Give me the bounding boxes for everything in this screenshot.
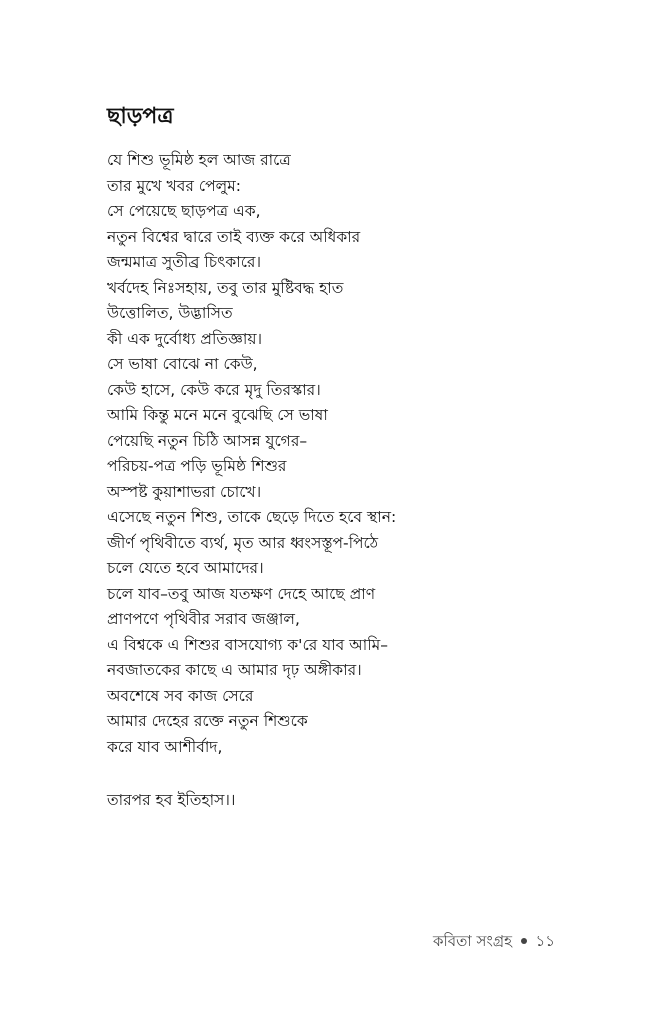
page-number: ১১	[535, 932, 555, 950]
poem-line: কী এক দুর্বোধ্য প্রতিজ্ঞায়।	[107, 329, 263, 348]
poem-line: নবজাতকের কাছে এ আমার দৃঢ় অঙ্গীকার।	[107, 661, 362, 679]
poem-line: কেউ হাসে, কেউ করে মৃদু তিরস্কার।	[107, 380, 321, 399]
poem-line: অস্পষ্ট কুয়াশাভরা চোখে।	[107, 482, 262, 501]
poem-line: নতুন বিশ্বের দ্বারে তাই ব্যক্ত করে অধিকার	[107, 227, 361, 246]
poem-line: চলে যেতে হবে আমাদের।	[107, 559, 264, 577]
poem-line: পরিচয়-পত্র পড়ি ভূমিষ্ঠ শিশুর	[107, 457, 287, 475]
poem-line: আমার দেহের রক্তে নতুন শিশুকে	[107, 712, 308, 730]
poem-line: জন্মমাত্র সুতীব্র চিৎকারে।	[107, 253, 261, 271]
poem-line: পেয়েছি নতুন চিঠি আসন্ন যুগের–	[107, 431, 308, 450]
poem-stanza-1	[107, 148, 396, 760]
page-footer	[433, 929, 555, 953]
poem-line: সে পেয়েছে ছাড়পত্র এক,	[107, 202, 261, 220]
poem-stanza-2	[107, 788, 235, 814]
poem-line: আমি কিন্তু মনে মনে বুঝেছি সে ভাষা	[107, 406, 328, 424]
poem-line: অবশেষে সব কাজ সেরে	[107, 686, 254, 705]
poem-line: করে যাব আশীর্বাদ,	[107, 737, 223, 756]
poem-line: সে ভাষা বোঝে না কেউ,	[107, 355, 258, 373]
book-title: কবিতা সংগ্রহ	[432, 932, 512, 950]
poem-line: প্রাণপণে পৃথিবীর সরাব জঞ্জাল,	[107, 610, 300, 628]
poem-line: তার মুখে খবর পেলুম:	[107, 176, 241, 195]
bullet-icon	[521, 938, 527, 944]
poem-title: ছাড়পত্র	[107, 104, 174, 129]
poem-line: তারপর হব ইতিহাস।।	[107, 791, 236, 809]
poem-line: জীর্ণ পৃথিবীতে ব্যর্থ, মৃত আর ধ্বংসস্তূপ-পিঠে	[107, 533, 379, 552]
poem-line: খর্বদেহ নিঃসহায়, তবু তার মুষ্টিবদ্ধ হাত	[107, 278, 344, 297]
poem-line: যে শিশু ভূমিষ্ঠ হল আজ রাত্রে	[107, 151, 291, 169]
poem-line: উত্তোলিত, উদ্ভাসিত	[107, 304, 233, 322]
poem-line: এ বিশ্বকে এ শিশুর বাসযোগ্য ক'রে যাব আমি–	[107, 635, 389, 654]
poem-line: চলে যাব–তবু আজ যতক্ষণ দেহে আছে প্রাণ	[107, 584, 376, 603]
poem-line: এসেছে নতুন শিশু, তাকে ছেড়ে দিতে হবে স্থান:	[107, 508, 397, 526]
